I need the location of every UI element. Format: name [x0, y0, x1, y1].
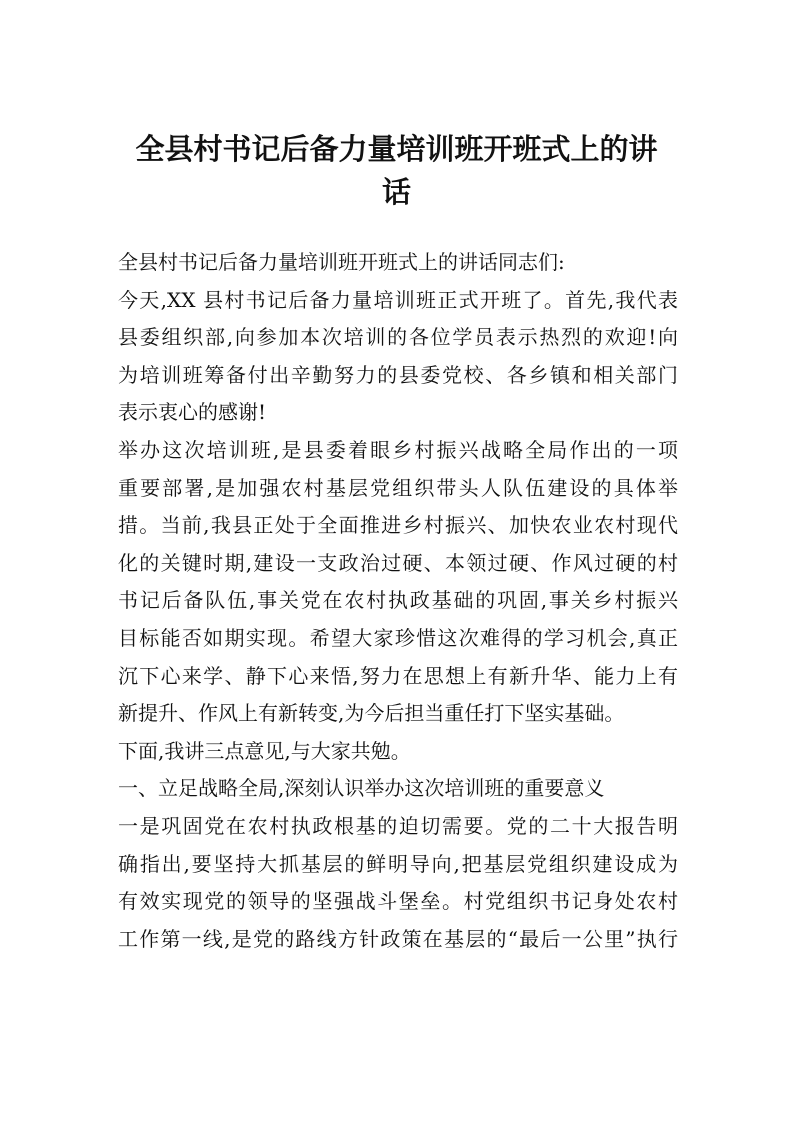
document-title — [100, 128, 693, 214]
text-line: 重要部署,是加强农村基层党组织带头人队伍建设的具体举 — [118, 475, 678, 500]
text-line: 沉下心来学、静下心来悟,努力在思想上有新升华、能力上有 — [118, 663, 678, 688]
title-line: 全县村书记后备力量培训班开班式上的讲 — [135, 132, 658, 166]
text-line: 目标能否如期实现。希望大家珍惜这次难得的学习机会,真正 — [118, 625, 678, 650]
text-line: 下面,我讲三点意见,与大家共勉。 — [118, 738, 411, 763]
text-line: 县委组织部,向参加本次培训的各位学员表示热烈的欢迎!向 — [118, 325, 678, 350]
text-line: 全县村书记后备力量培训班开班式上的讲话同志们: — [118, 250, 565, 274]
title-line: 话 — [381, 175, 411, 209]
text-line: 书记后备队伍,事关党在农村执政基础的巩固,事关乡村振兴 — [118, 588, 678, 613]
text-line: 确指出,要坚持大抓基层的鲜明导向,把基层党组织建设成为 — [118, 851, 678, 876]
text-line: 一、立足战略全局,深刻认识举办这次培训班的重要意义 — [118, 776, 605, 801]
text-line: 新提升、作风上有新转变,为今后担当重任打下坚实基础。 — [118, 701, 625, 726]
text-line: 举办这次培训班,是县委着眼乡村振兴战略全局作出的一项 — [118, 437, 678, 462]
text-line: 工作第一线,是党的路线方针政策在基层的“最后一公里”执行 — [118, 926, 678, 951]
text-line: 表示衷心的感谢! — [118, 400, 267, 425]
text-line: 措。当前,我县正处于全面推进乡村振兴、加快农业农村现代 — [118, 513, 678, 538]
document-body — [118, 247, 678, 961]
text-line: 有效实现党的领导的坚强战斗堡垒。村党组织书记身处农村 — [118, 889, 678, 914]
text-line: 化的关键时期,建设一支政治过硬、本领过硬、作风过硬的村 — [118, 550, 678, 575]
text-line: 一是巩固党在农村执政根基的迫切需要。党的二十大报告明 — [118, 813, 678, 838]
text-line: 今天,XX 县村书记后备力量培训班正式开班了。首先,我代表 — [118, 287, 678, 312]
text-line: 为培训班筹备付出辛勤努力的县委党校、各乡镇和相关部门 — [118, 362, 678, 387]
